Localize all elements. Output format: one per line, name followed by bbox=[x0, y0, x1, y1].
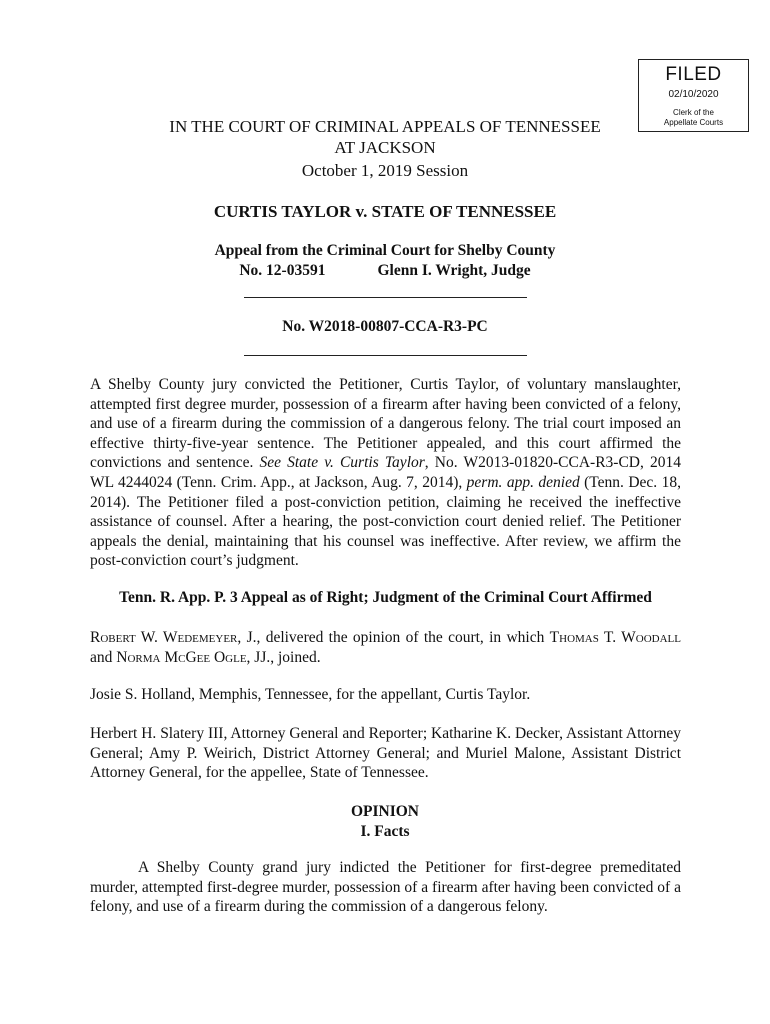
trial-case-number: No. 12-03591 bbox=[239, 262, 326, 279]
summary-perm-app: perm. app. denied bbox=[466, 473, 580, 491]
trial-judge: Glenn I. Wright, Judge bbox=[377, 262, 531, 279]
holding-line: Tenn. R. App. P. 3 Appeal as of Right; Judgment of the Criminal Court Affirmed bbox=[119, 589, 652, 606]
summary-citation: See State v. Curtis Taylor bbox=[259, 454, 425, 472]
stamp-clerk-line1: Clerk of the bbox=[673, 108, 714, 117]
session-line: October 1, 2019 Session bbox=[301, 161, 469, 180]
case-summary bbox=[90, 375, 681, 571]
section-title: I. Facts bbox=[360, 823, 410, 840]
summary-part1: A Shelby County jury convicted the Petitioner, Curtis Taylor, of voluntary manslaughter, attempted first degree murder, possession of a firearm after having been convicted of a felony, and use of a firearm during the commission of a dangerous felony. The trial court imposed an effective thirty-five-year sentence. The Petitioner appealed, and this court affirmed the convictions and sentence. bbox=[90, 376, 681, 472]
docket-number: No. W2018-00807-CCA-R3-PC bbox=[282, 318, 488, 335]
appeal-line: Appeal from the Criminal Court for Shelby County bbox=[214, 242, 556, 259]
summary-part2: , No. W2013-01820-CCA-R3-CD, 2014 WL 4244024 (Tenn. Crim. App., at Jackson, Aug. 7, 2014), bbox=[90, 454, 681, 491]
stamp-date: 02/10/2020 bbox=[668, 89, 719, 100]
joining-judge: Thomas T. Woodall bbox=[549, 629, 681, 646]
judges-text3: , JJ., joined. bbox=[246, 648, 321, 666]
judges-text2: and bbox=[90, 648, 117, 666]
divider-rule bbox=[244, 297, 527, 298]
court-location: AT JACKSON bbox=[334, 138, 436, 157]
opinion-heading bbox=[0, 802, 770, 842]
stamp-filed-label: FILED bbox=[665, 64, 722, 85]
judges-text1: , J., delivered the opinion of the court, in which bbox=[237, 629, 550, 646]
appellee-counsel: Herbert H. Slatery III, Attorney General and Reporter; Katharine K. Decker, Assistant Attorney General; Amy P. Weirich, District Attorney General; and Muriel Malone, Assistant District Attorney General, for the appellee, State of Tennessee. bbox=[90, 725, 681, 782]
summary-part3: (Tenn. Dec. 18, 2014). The Petitioner filed a post-conviction petition, claiming he received the ineffective assistance of counsel. After a hearing, the post-conviction court denied relief. The Petitioner appeals the denial, maintaining that his counsel was ineffective. After review, we affirm the post-conviction court’s judgment. bbox=[90, 473, 681, 570]
facts-paragraph: A Shelby County grand jury indicted the Petitioner for first-degree premeditated murder, attempted first-degree murder, possession of a firearm after having been convicted of a felony, and use of a firearm during the commission of a dangerous felony. bbox=[90, 859, 681, 916]
case-number-judge-line bbox=[0, 261, 770, 281]
judges-paragraph bbox=[90, 628, 681, 667]
opinion-title: OPINION bbox=[350, 803, 420, 820]
appellant-counsel: Josie S. Holland, Memphis, Tennessee, for the appellant, Curtis Taylor. bbox=[90, 686, 531, 703]
stamp-clerk-line2: Appellate Courts bbox=[663, 118, 724, 127]
divider-rule bbox=[244, 355, 527, 356]
joining-judge: Norma McGee Ogle bbox=[116, 648, 247, 666]
case-caption: CURTIS TAYLOR v. STATE OF TENNESSEE bbox=[213, 202, 557, 221]
court-heading bbox=[0, 116, 770, 158]
author-judge: Robert W. Wedemeyer bbox=[90, 629, 238, 646]
appeal-info bbox=[0, 241, 770, 281]
court-name: IN THE COURT OF CRIMINAL APPEALS OF TENNESSEE bbox=[169, 117, 601, 136]
